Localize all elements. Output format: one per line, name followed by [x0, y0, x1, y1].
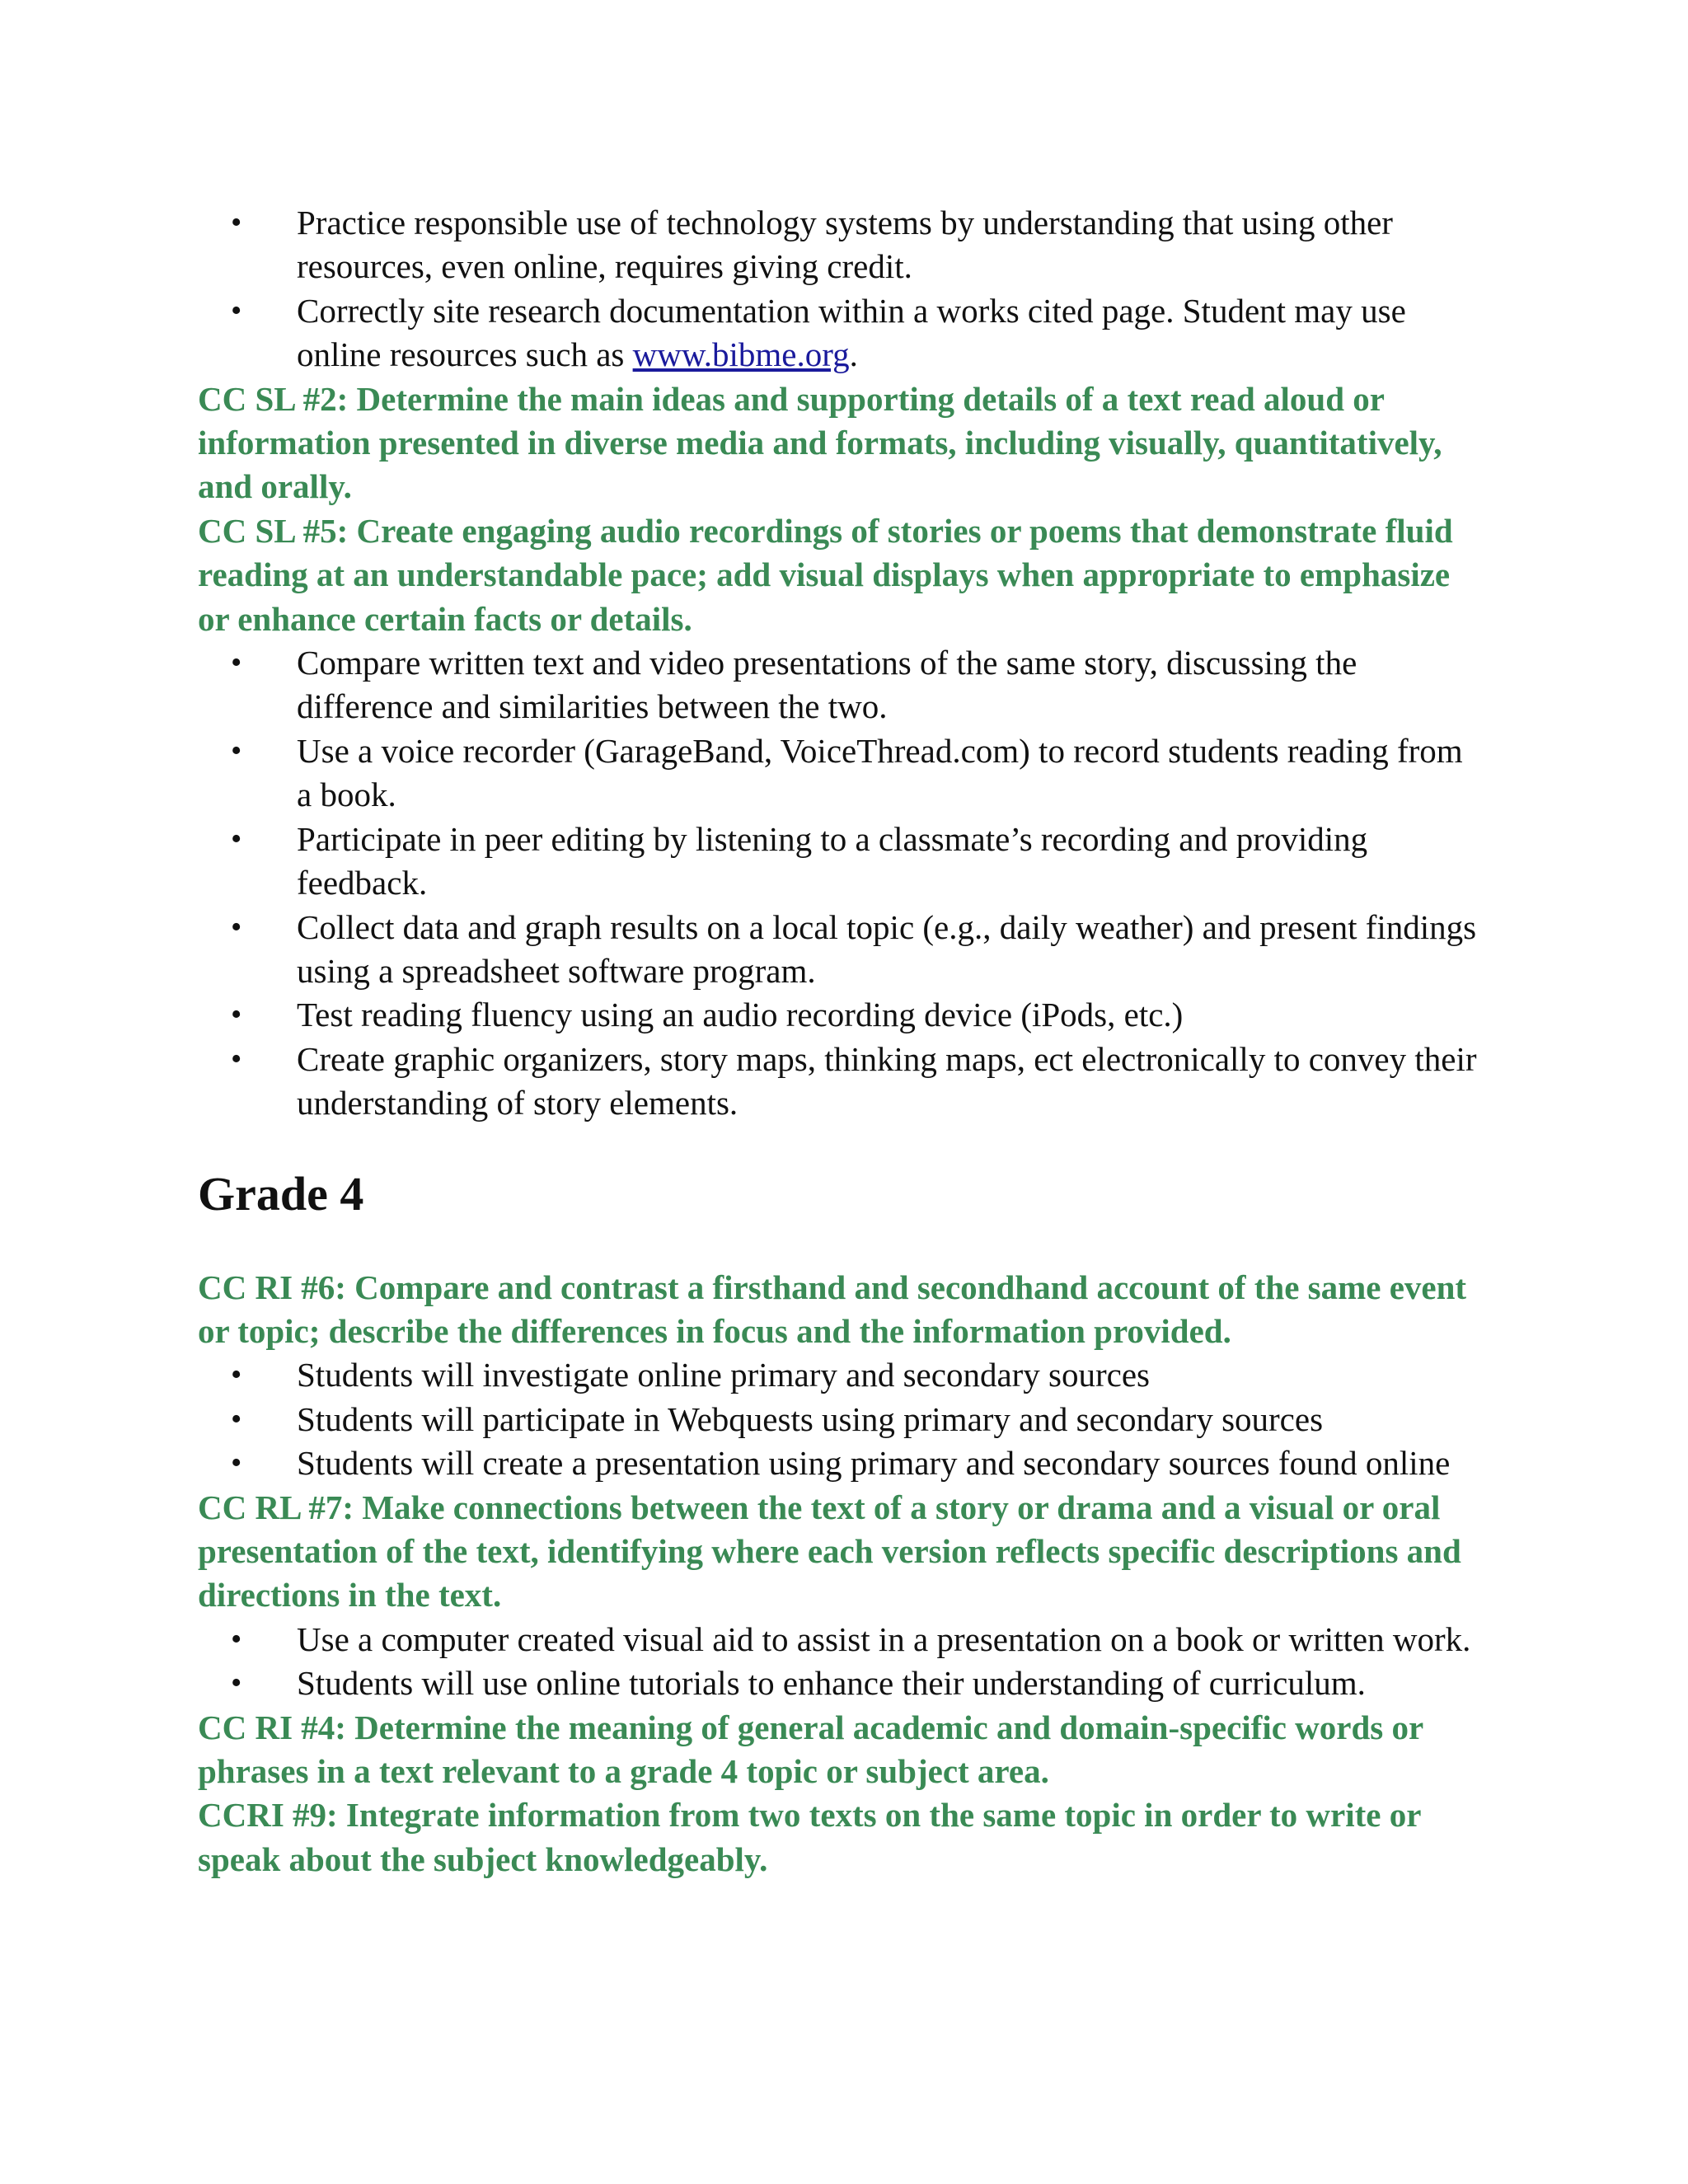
list-item [198, 1661, 1484, 1705]
list-item-text: Compare written text and video presentations of the same story, discussing the difference and similarities between the two. [297, 644, 1357, 726]
list-item [198, 1618, 1484, 1661]
list-item-text: Use a computer created visual aid to assist in a presentation on a book or written work. [297, 1619, 1471, 1658]
list-item-text: Collect data and graph results on a local topic (e.g., daily weather) and present findings using a spreadsheet software program. [297, 907, 1477, 990]
standard-ri6: CC RI #6: Compare and contrast a firsthand and secondhand account of the same event or topic; describe the differences in focus and the information provided. [198, 1268, 1467, 1350]
list-item [198, 818, 1484, 906]
list-item-text: Students will create a presentation using primary and secondary sources found online [297, 1444, 1451, 1483]
list-item [198, 906, 1484, 994]
sl5-bullet-list [198, 641, 1484, 1125]
top-bullet-list [198, 201, 1484, 377]
bullet-glyph: • [231, 1666, 242, 1701]
list-item [198, 641, 1484, 729]
list-item-text: Participate in peer editing by listening to a classmate’s recording and providing feedback. [297, 819, 1368, 902]
list-item-text-end: . [849, 335, 858, 374]
list-item [198, 993, 1484, 1037]
standard-sl5: CC SL #5: Create engaging audio recordings of stories or poems that demonstrate fluid reading at an understandable pace; add visual displays when appropriate to emphasize or enhance certain facts or details. [198, 511, 1453, 638]
bullet-glyph: • [231, 293, 242, 328]
bullet-glyph: • [231, 645, 242, 681]
rl7-bullet-list [198, 1618, 1484, 1706]
list-item-text: Use a voice recorder (GarageBand, VoiceThread.com) to record students reading from a book. [297, 731, 1463, 814]
grade-heading: Grade 4 [198, 1166, 364, 1221]
list-item-text: Students will use online tutorials to enhance their understanding of curriculum. [297, 1664, 1366, 1703]
bullet-glyph: • [231, 205, 242, 240]
list-item [198, 289, 1484, 377]
list-item-text: Students will participate in Webquests using primary and secondary sources [297, 1399, 1324, 1438]
bullet-glyph: • [231, 997, 242, 1033]
list-item-text: Create graphic organizers, story maps, thinking maps, ect electronically to convey their understanding of story elements. [297, 1039, 1477, 1122]
list-item-text: Practice responsible use of technology systems by understanding that using other resources, even online, requires giving credit. [297, 204, 1393, 286]
list-item [198, 1038, 1484, 1126]
list-item [198, 1441, 1484, 1485]
list-item-text: Correctly site research documentation within a works cited page. Student may use online resources such as [297, 291, 1406, 374]
document-page [198, 201, 1484, 1882]
standard-rl7: CC RL #7: Make connections between the text of a story or drama and a visual or oral presentation of the text, identifying where each version reflects specific descriptions and directions in the text. [198, 1488, 1461, 1615]
list-item [198, 1398, 1484, 1441]
list-item-text: Students will investigate online primary and secondary sources [297, 1356, 1151, 1394]
bullet-glyph: • [231, 733, 242, 768]
bibme-link[interactable]: www.bibme.org [632, 335, 850, 374]
bullet-glyph: • [231, 1401, 242, 1436]
bullet-glyph: • [231, 1357, 242, 1393]
list-item [198, 201, 1484, 289]
bullet-glyph: • [231, 1041, 242, 1076]
bullet-glyph: • [231, 909, 242, 944]
list-item-text: Test reading fluency using an audio recording device (iPods, etc.) [297, 996, 1184, 1034]
standard-ri9: CCRI #9: Integrate information from two texts on the same topic in order to write or speak about the subject knowledgeably. [198, 1796, 1421, 1878]
ri6-bullet-list [198, 1353, 1484, 1485]
standard-ri4: CC RI #4: Determine the meaning of general academic and domain-specific words or phrases in a text relevant to a grade 4 topic or subject area. [198, 1708, 1423, 1790]
list-item [198, 1353, 1484, 1397]
bullet-glyph: • [231, 821, 242, 856]
bullet-glyph: • [231, 1621, 242, 1657]
list-item [198, 729, 1484, 818]
bullet-glyph: • [231, 1446, 242, 1481]
standard-sl2: CC SL #2: Determine the main ideas and supporting details of a text read aloud or information presented in diverse media and formats, including visually, quantitatively, and orally. [198, 379, 1442, 506]
